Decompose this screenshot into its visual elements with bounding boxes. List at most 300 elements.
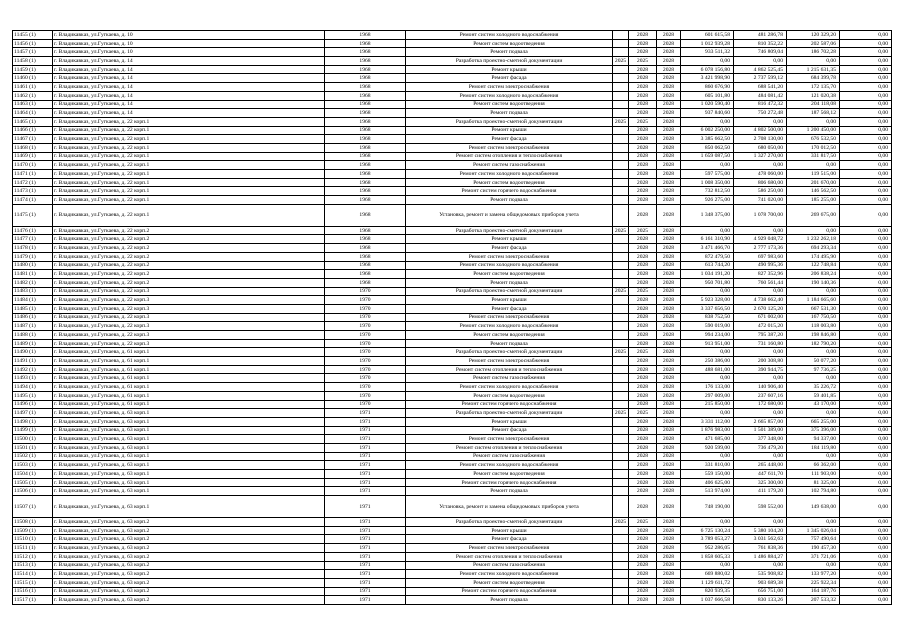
fund-cost-cell: 200 308,80	[734, 357, 787, 366]
build-year-cell: 1968	[325, 196, 406, 205]
start-year-cell: 2028	[629, 31, 657, 40]
end-year-cell: 2028	[657, 535, 681, 544]
total-cost-cell: 215 850,00	[681, 400, 734, 409]
work-type-cell: Ремонт систем холодного водоснабжения	[406, 322, 613, 331]
start-year-cell: 2028	[629, 544, 657, 553]
end-year-cell: 2028	[657, 443, 681, 452]
budget-cost-cell: 371 721,06	[787, 552, 840, 561]
row-number-cell: 11466 (1)	[13, 126, 53, 135]
owner-cost-cell: 0,00	[840, 244, 892, 253]
end-year-cell: 2028	[657, 426, 681, 435]
owner-cost-cell: 0,00	[840, 561, 892, 570]
design-year-cell	[613, 452, 629, 461]
build-year-cell: 1968	[325, 117, 406, 126]
owner-cost-cell: 0,00	[840, 544, 892, 553]
address-cell: г. Владикавказ, ул.Гугкаева, д. 63 корп.2	[53, 544, 325, 553]
address-cell: г. Владикавказ, ул.Гугкаева, д. 22 корп.3	[53, 296, 325, 305]
design-year-cell	[613, 587, 629, 596]
table-row	[13, 226, 892, 235]
total-cost-cell: 0,00	[681, 374, 734, 383]
start-year-cell: 2028	[629, 339, 657, 348]
start-year-cell: 2028	[629, 204, 657, 226]
end-year-cell: 2028	[657, 400, 681, 409]
budget-cost-cell: 122 748,84	[787, 261, 840, 270]
fund-cost-cell: 2 708 130,00	[734, 135, 787, 144]
owner-cost-cell: 0,00	[840, 496, 892, 518]
design-year-cell	[613, 470, 629, 479]
table-row	[13, 357, 892, 366]
fund-cost-cell: 731 160,80	[734, 339, 787, 348]
table-row	[13, 83, 892, 92]
total-cost-cell: 0,00	[681, 226, 734, 235]
table-row	[13, 31, 892, 40]
start-year-cell: 2028	[629, 535, 657, 544]
total-cost-cell: 513 974,00	[681, 487, 734, 496]
start-year-cell: 2028	[629, 244, 657, 253]
build-year-cell: 1971	[325, 526, 406, 535]
start-year-cell: 2025	[629, 117, 657, 126]
budget-cost-cell: 694 293,34	[787, 244, 840, 253]
work-type-cell: Ремонт систем холодного водоснабжения	[406, 570, 613, 579]
design-year-cell	[613, 48, 629, 57]
row-number-cell: 11476 (1)	[13, 226, 53, 235]
fund-cost-cell: 0,00	[734, 57, 787, 66]
row-number-cell: 11496 (1)	[13, 400, 53, 409]
table-row	[13, 135, 892, 144]
row-number-cell: 11494 (1)	[13, 383, 53, 392]
end-year-cell: 2028	[657, 39, 681, 48]
total-cost-cell: 297 009,00	[681, 391, 734, 400]
design-year-cell	[613, 544, 629, 553]
row-number-cell: 11505 (1)	[13, 478, 53, 487]
total-cost-cell: 471 685,00	[681, 435, 734, 444]
address-cell: г. Владикавказ, ул.Гугкаева, д. 63 корп.1	[53, 496, 325, 518]
design-year-cell	[613, 357, 629, 366]
table-row	[13, 374, 892, 383]
build-year-cell: 1968	[325, 170, 406, 179]
total-cost-cell: 0,00	[681, 287, 734, 296]
design-year-cell	[613, 596, 629, 605]
start-year-cell: 2028	[629, 83, 657, 92]
fund-cost-cell: 390 944,75	[734, 365, 787, 374]
table-row	[13, 252, 892, 261]
total-cost-cell: 1 034 191,20	[681, 270, 734, 279]
address-cell: г. Владикавказ, ул.Гугкаева, д. 14	[53, 74, 325, 83]
work-type-cell: Ремонт систем водоотведения	[406, 39, 613, 48]
work-type-cell: Разработка проектно-сметной документации	[406, 287, 613, 296]
build-year-cell: 1968	[325, 39, 406, 48]
budget-cost-cell: 207 533,32	[787, 596, 840, 605]
row-number-cell: 11502 (1)	[13, 452, 53, 461]
start-year-cell: 2025	[629, 518, 657, 527]
budget-cost-cell: 757 490,64	[787, 535, 840, 544]
budget-cost-cell: 206 838,24	[787, 270, 840, 279]
work-type-cell: Ремонт крыши	[406, 417, 613, 426]
owner-cost-cell: 0,00	[840, 143, 892, 152]
row-number-cell: 11479 (1)	[13, 252, 53, 261]
row-number-cell: 11477 (1)	[13, 235, 53, 244]
end-year-cell: 2028	[657, 391, 681, 400]
budget-cost-cell: 50 077,20	[787, 357, 840, 366]
end-year-cell: 2028	[657, 365, 681, 374]
build-year-cell: 1968	[325, 261, 406, 270]
start-year-cell: 2028	[629, 74, 657, 83]
budget-cost-cell: 102 794,80	[787, 487, 840, 496]
owner-cost-cell: 0,00	[840, 383, 892, 392]
fund-cost-cell: 2 737 599,12	[734, 74, 787, 83]
build-year-cell: 1968	[325, 187, 406, 196]
end-year-cell: 2028	[657, 252, 681, 261]
address-cell: г. Владикавказ, ул.Гугкаева, д. 63 корп.2	[53, 596, 325, 605]
total-cost-cell: 3 421 998,90	[681, 74, 734, 83]
budget-cost-cell: 133 977,20	[787, 570, 840, 579]
row-number-cell: 11507 (1)	[13, 496, 53, 518]
fund-cost-cell: 761 838,36	[734, 544, 787, 553]
row-number-cell: 11464 (1)	[13, 109, 53, 118]
table-row	[13, 235, 892, 244]
row-number-cell: 11459 (1)	[13, 65, 53, 74]
address-cell: г. Владикавказ, ул.Гугкаева, д. 63 корп.1	[53, 487, 325, 496]
total-cost-cell: 1 037 666,58	[681, 596, 734, 605]
row-number-cell: 11481 (1)	[13, 270, 53, 279]
table-row	[13, 552, 892, 561]
total-cost-cell: 913 951,00	[681, 339, 734, 348]
row-number-cell: 11480 (1)	[13, 261, 53, 270]
budget-cost-cell: 1 184 665,60	[787, 296, 840, 305]
end-year-cell: 2028	[657, 65, 681, 74]
owner-cost-cell: 0,00	[840, 365, 892, 374]
row-number-cell: 11471 (1)	[13, 170, 53, 179]
budget-cost-cell: 119 515,00	[787, 170, 840, 179]
end-year-cell: 2028	[657, 117, 681, 126]
build-year-cell: 1970	[325, 322, 406, 331]
total-cost-cell: 994 234,00	[681, 331, 734, 340]
address-cell: г. Владикавказ, ул.Гугкаева, д. 63 корп.2	[53, 561, 325, 570]
owner-cost-cell: 0,00	[840, 417, 892, 426]
address-cell: г. Владикавказ, ул.Гугкаева, д. 63 корп.1	[53, 443, 325, 452]
build-year-cell: 1971	[325, 478, 406, 487]
build-year-cell: 1971	[325, 570, 406, 579]
row-number-cell: 11456 (1)	[13, 39, 53, 48]
end-year-cell: 2028	[657, 383, 681, 392]
build-year-cell: 1968	[325, 161, 406, 170]
design-year-cell: 2025	[613, 518, 629, 527]
total-cost-cell: 1 659 087,50	[681, 152, 734, 161]
build-year-cell: 1968	[325, 278, 406, 287]
start-year-cell: 2028	[629, 452, 657, 461]
owner-cost-cell: 0,00	[840, 100, 892, 109]
start-year-cell: 2028	[629, 400, 657, 409]
end-year-cell: 2028	[657, 152, 681, 161]
table-row	[13, 161, 892, 170]
build-year-cell: 1968	[325, 252, 406, 261]
table-row	[13, 587, 892, 596]
work-type-cell: Ремонт систем газоснабжения	[406, 452, 613, 461]
budget-cost-cell: 0,00	[787, 409, 840, 418]
design-year-cell	[613, 578, 629, 587]
start-year-cell: 2025	[629, 409, 657, 418]
end-year-cell: 2028	[657, 478, 681, 487]
start-year-cell: 2028	[629, 478, 657, 487]
design-year-cell	[613, 170, 629, 179]
fund-cost-cell: 795 387,20	[734, 331, 787, 340]
fund-cost-cell: 447 611,70	[734, 470, 787, 479]
design-year-cell	[613, 322, 629, 331]
total-cost-cell: 613 744,20	[681, 261, 734, 270]
start-year-cell: 2028	[629, 365, 657, 374]
work-type-cell: Ремонт систем отопления и теплоснабжения	[406, 152, 613, 161]
address-cell: г. Владикавказ, ул.Гугкаева, д. 22 корп.1	[53, 152, 325, 161]
work-type-cell: Ремонт подвала	[406, 339, 613, 348]
work-type-cell: Установка, ремонт и замена общедомовых приборов учета	[406, 496, 613, 518]
table-row	[13, 391, 892, 400]
end-year-cell: 2028	[657, 83, 681, 92]
budget-cost-cell: 1 200 450,00	[787, 126, 840, 135]
start-year-cell: 2028	[629, 100, 657, 109]
work-type-cell: Разработка проектно-сметной документации	[406, 117, 613, 126]
budget-cost-cell: 1 215 631,35	[787, 65, 840, 74]
table-body	[13, 31, 892, 605]
start-year-cell: 2028	[629, 126, 657, 135]
table-row	[13, 65, 892, 74]
fund-cost-cell: 0,00	[734, 226, 787, 235]
end-year-cell: 2028	[657, 261, 681, 270]
fund-cost-cell: 0,00	[734, 374, 787, 383]
total-cost-cell: 669 880,02	[681, 570, 734, 579]
build-year-cell: 1971	[325, 544, 406, 553]
budget-cost-cell: 120 329,20	[787, 31, 840, 40]
owner-cost-cell: 0,00	[840, 83, 892, 92]
total-cost-cell: 0,00	[681, 518, 734, 527]
total-cost-cell: 6 078 156,80	[681, 65, 734, 74]
start-year-cell: 2025	[629, 348, 657, 357]
design-year-cell: 2025	[613, 57, 629, 66]
design-year-cell	[613, 143, 629, 152]
start-year-cell: 2025	[629, 57, 657, 66]
end-year-cell: 2028	[657, 331, 681, 340]
address-cell: г. Владикавказ, ул.Гугкаева, д. 22 корп.1	[53, 178, 325, 187]
owner-cost-cell: 0,00	[840, 252, 892, 261]
total-cost-cell: 601 615,58	[681, 31, 734, 40]
owner-cost-cell: 0,00	[840, 518, 892, 527]
end-year-cell: 2028	[657, 244, 681, 253]
table-row	[13, 470, 892, 479]
owner-cost-cell: 0,00	[840, 39, 892, 48]
table-row	[13, 322, 892, 331]
table-row	[13, 261, 892, 270]
table-row	[13, 117, 892, 126]
work-type-cell: Разработка проектно-сметной документации	[406, 226, 613, 235]
design-year-cell	[613, 65, 629, 74]
end-year-cell: 2028	[657, 570, 681, 579]
design-year-cell	[613, 561, 629, 570]
owner-cost-cell: 0,00	[840, 348, 892, 357]
budget-cost-cell: 202 587,06	[787, 39, 840, 48]
address-cell: г. Владикавказ, ул.Гугкаева, д. 61 корп.1	[53, 400, 325, 409]
row-number-cell: 11470 (1)	[13, 161, 53, 170]
address-cell: г. Владикавказ, ул.Гугкаева, д. 61 корп.1	[53, 357, 325, 366]
end-year-cell: 2028	[657, 235, 681, 244]
start-year-cell: 2028	[629, 443, 657, 452]
owner-cost-cell: 0,00	[840, 48, 892, 57]
design-year-cell	[613, 461, 629, 470]
address-cell: г. Владикавказ, ул.Гугкаева, д. 22 корп.2	[53, 261, 325, 270]
start-year-cell: 2028	[629, 496, 657, 518]
end-year-cell: 2028	[657, 313, 681, 322]
owner-cost-cell: 0,00	[840, 226, 892, 235]
total-cost-cell: 3 385 662,50	[681, 135, 734, 144]
table-row	[13, 296, 892, 305]
table-row	[13, 518, 892, 527]
budget-cost-cell: 684 399,78	[787, 74, 840, 83]
build-year-cell: 1968	[325, 143, 406, 152]
start-year-cell: 2028	[629, 391, 657, 400]
design-year-cell	[613, 100, 629, 109]
start-year-cell: 2028	[629, 270, 657, 279]
address-cell: г. Владикавказ, ул.Гугкаева, д. 61 корп.1	[53, 391, 325, 400]
build-year-cell: 1970	[325, 357, 406, 366]
owner-cost-cell: 0,00	[840, 109, 892, 118]
build-year-cell: 1971	[325, 578, 406, 587]
end-year-cell: 2028	[657, 544, 681, 553]
work-type-cell: Ремонт фасада	[406, 304, 613, 313]
address-cell: г. Владикавказ, ул.Гугкаева, д. 22 корп.1	[53, 143, 325, 152]
row-number-cell: 11510 (1)	[13, 535, 53, 544]
address-cell: г. Владикавказ, ул.Гугкаева, д. 61 корп.1	[53, 374, 325, 383]
total-cost-cell: 176 133,00	[681, 383, 734, 392]
build-year-cell: 1968	[325, 74, 406, 83]
address-cell: г. Владикавказ, ул.Гугкаева, д. 22 корп.2	[53, 235, 325, 244]
budget-cost-cell: 198 846,80	[787, 331, 840, 340]
table-row	[13, 339, 892, 348]
table-row	[13, 244, 892, 253]
work-type-cell: Ремонт систем горячего водоснабжения	[406, 478, 613, 487]
row-number-cell: 11513 (1)	[13, 561, 53, 570]
design-year-cell: 2025	[613, 348, 629, 357]
address-cell: г. Владикавказ, ул.Гугкаева, д. 22 корп.3	[53, 331, 325, 340]
table-row	[13, 426, 892, 435]
fund-cost-cell: 377 348,00	[734, 435, 787, 444]
table-row	[13, 496, 892, 518]
repair-schedule-table	[12, 30, 892, 605]
build-year-cell: 1970	[325, 391, 406, 400]
design-year-cell	[613, 535, 629, 544]
build-year-cell: 1968	[325, 270, 406, 279]
total-cost-cell: 3 331 112,00	[681, 417, 734, 426]
budget-cost-cell: 201 670,00	[787, 178, 840, 187]
end-year-cell: 2028	[657, 126, 681, 135]
end-year-cell: 2028	[657, 596, 681, 605]
total-cost-cell: 1 008 350,00	[681, 178, 734, 187]
fund-cost-cell: 484 081,42	[734, 91, 787, 100]
row-number-cell: 11504 (1)	[13, 470, 53, 479]
total-cost-cell: 850 062,50	[681, 143, 734, 152]
table-row	[13, 109, 892, 118]
address-cell: г. Владикавказ, ул.Гугкаева, д. 63 корп.1	[53, 435, 325, 444]
end-year-cell: 2028	[657, 409, 681, 418]
work-type-cell: Ремонт подвала	[406, 596, 613, 605]
address-cell: г. Владикавказ, ул.Гугкаева, д. 14	[53, 65, 325, 74]
start-year-cell: 2028	[629, 39, 657, 48]
fund-cost-cell: 325 300,00	[734, 478, 787, 487]
start-year-cell: 2028	[629, 187, 657, 196]
build-year-cell: 1968	[325, 135, 406, 144]
total-cost-cell: 1 858 605,33	[681, 552, 734, 561]
work-type-cell: Ремонт систем электроснабжения	[406, 435, 613, 444]
fund-cost-cell: 0,00	[734, 409, 787, 418]
row-number-cell: 11514 (1)	[13, 570, 53, 579]
budget-cost-cell: 164 187,76	[787, 587, 840, 596]
row-number-cell: 11460 (1)	[13, 74, 53, 83]
end-year-cell: 2028	[657, 109, 681, 118]
fund-cost-cell: 688 541,20	[734, 83, 787, 92]
start-year-cell: 2028	[629, 48, 657, 57]
owner-cost-cell: 0,00	[840, 313, 892, 322]
work-type-cell: Ремонт подвала	[406, 109, 613, 118]
design-year-cell	[613, 261, 629, 270]
row-number-cell: 11516 (1)	[13, 587, 53, 596]
start-year-cell: 2028	[629, 261, 657, 270]
fund-cost-cell: 0,00	[734, 161, 787, 170]
table-row	[13, 270, 892, 279]
row-number-cell: 11495 (1)	[13, 391, 53, 400]
owner-cost-cell: 0,00	[840, 287, 892, 296]
row-number-cell: 11506 (1)	[13, 487, 53, 496]
total-cost-cell: 0,00	[681, 117, 734, 126]
address-cell: г. Владикавказ, ул.Гугкаева, д. 22 корп.3	[53, 313, 325, 322]
address-cell: г. Владикавказ, ул.Гугкаева, д. 22 корп.1	[53, 187, 325, 196]
design-year-cell	[613, 187, 629, 196]
fund-cost-cell: 1 078 700,00	[734, 204, 787, 226]
owner-cost-cell: 0,00	[840, 135, 892, 144]
row-number-cell: 11474 (1)	[13, 196, 53, 205]
address-cell: г. Владикавказ, ул.Гугкаева, д. 10	[53, 48, 325, 57]
work-type-cell: Ремонт систем отопления и теплоснабжения	[406, 443, 613, 452]
fund-cost-cell: 697 983,60	[734, 252, 787, 261]
work-type-cell: Ремонт систем водоотведения	[406, 331, 613, 340]
end-year-cell: 2028	[657, 357, 681, 366]
end-year-cell: 2028	[657, 417, 681, 426]
row-number-cell: 11512 (1)	[13, 552, 53, 561]
fund-cost-cell: 827 352,96	[734, 270, 787, 279]
row-number-cell: 11463 (1)	[13, 100, 53, 109]
build-year-cell: 1968	[325, 31, 406, 40]
row-number-cell: 11468 (1)	[13, 143, 53, 152]
budget-cost-cell: 0,00	[787, 226, 840, 235]
budget-cost-cell: 121 020,38	[787, 91, 840, 100]
start-year-cell: 2028	[629, 109, 657, 118]
owner-cost-cell: 0,00	[840, 478, 892, 487]
total-cost-cell: 950 701,80	[681, 278, 734, 287]
work-type-cell: Ремонт систем электроснабжения	[406, 313, 613, 322]
address-cell: г. Владикавказ, ул.Гугкаева, д. 63 корп.1	[53, 470, 325, 479]
owner-cost-cell: 0,00	[840, 117, 892, 126]
build-year-cell: 1971	[325, 518, 406, 527]
start-year-cell: 2028	[629, 91, 657, 100]
end-year-cell: 2028	[657, 196, 681, 205]
end-year-cell: 2028	[657, 518, 681, 527]
start-year-cell: 2028	[629, 178, 657, 187]
table-row	[13, 331, 892, 340]
owner-cost-cell: 0,00	[840, 296, 892, 305]
build-year-cell: 1971	[325, 535, 406, 544]
build-year-cell: 1971	[325, 461, 406, 470]
owner-cost-cell: 0,00	[840, 426, 892, 435]
budget-cost-cell: 331 817,50	[787, 152, 840, 161]
end-year-cell: 2028	[657, 526, 681, 535]
owner-cost-cell: 0,00	[840, 270, 892, 279]
fund-cost-cell: 680 050,00	[734, 143, 787, 152]
